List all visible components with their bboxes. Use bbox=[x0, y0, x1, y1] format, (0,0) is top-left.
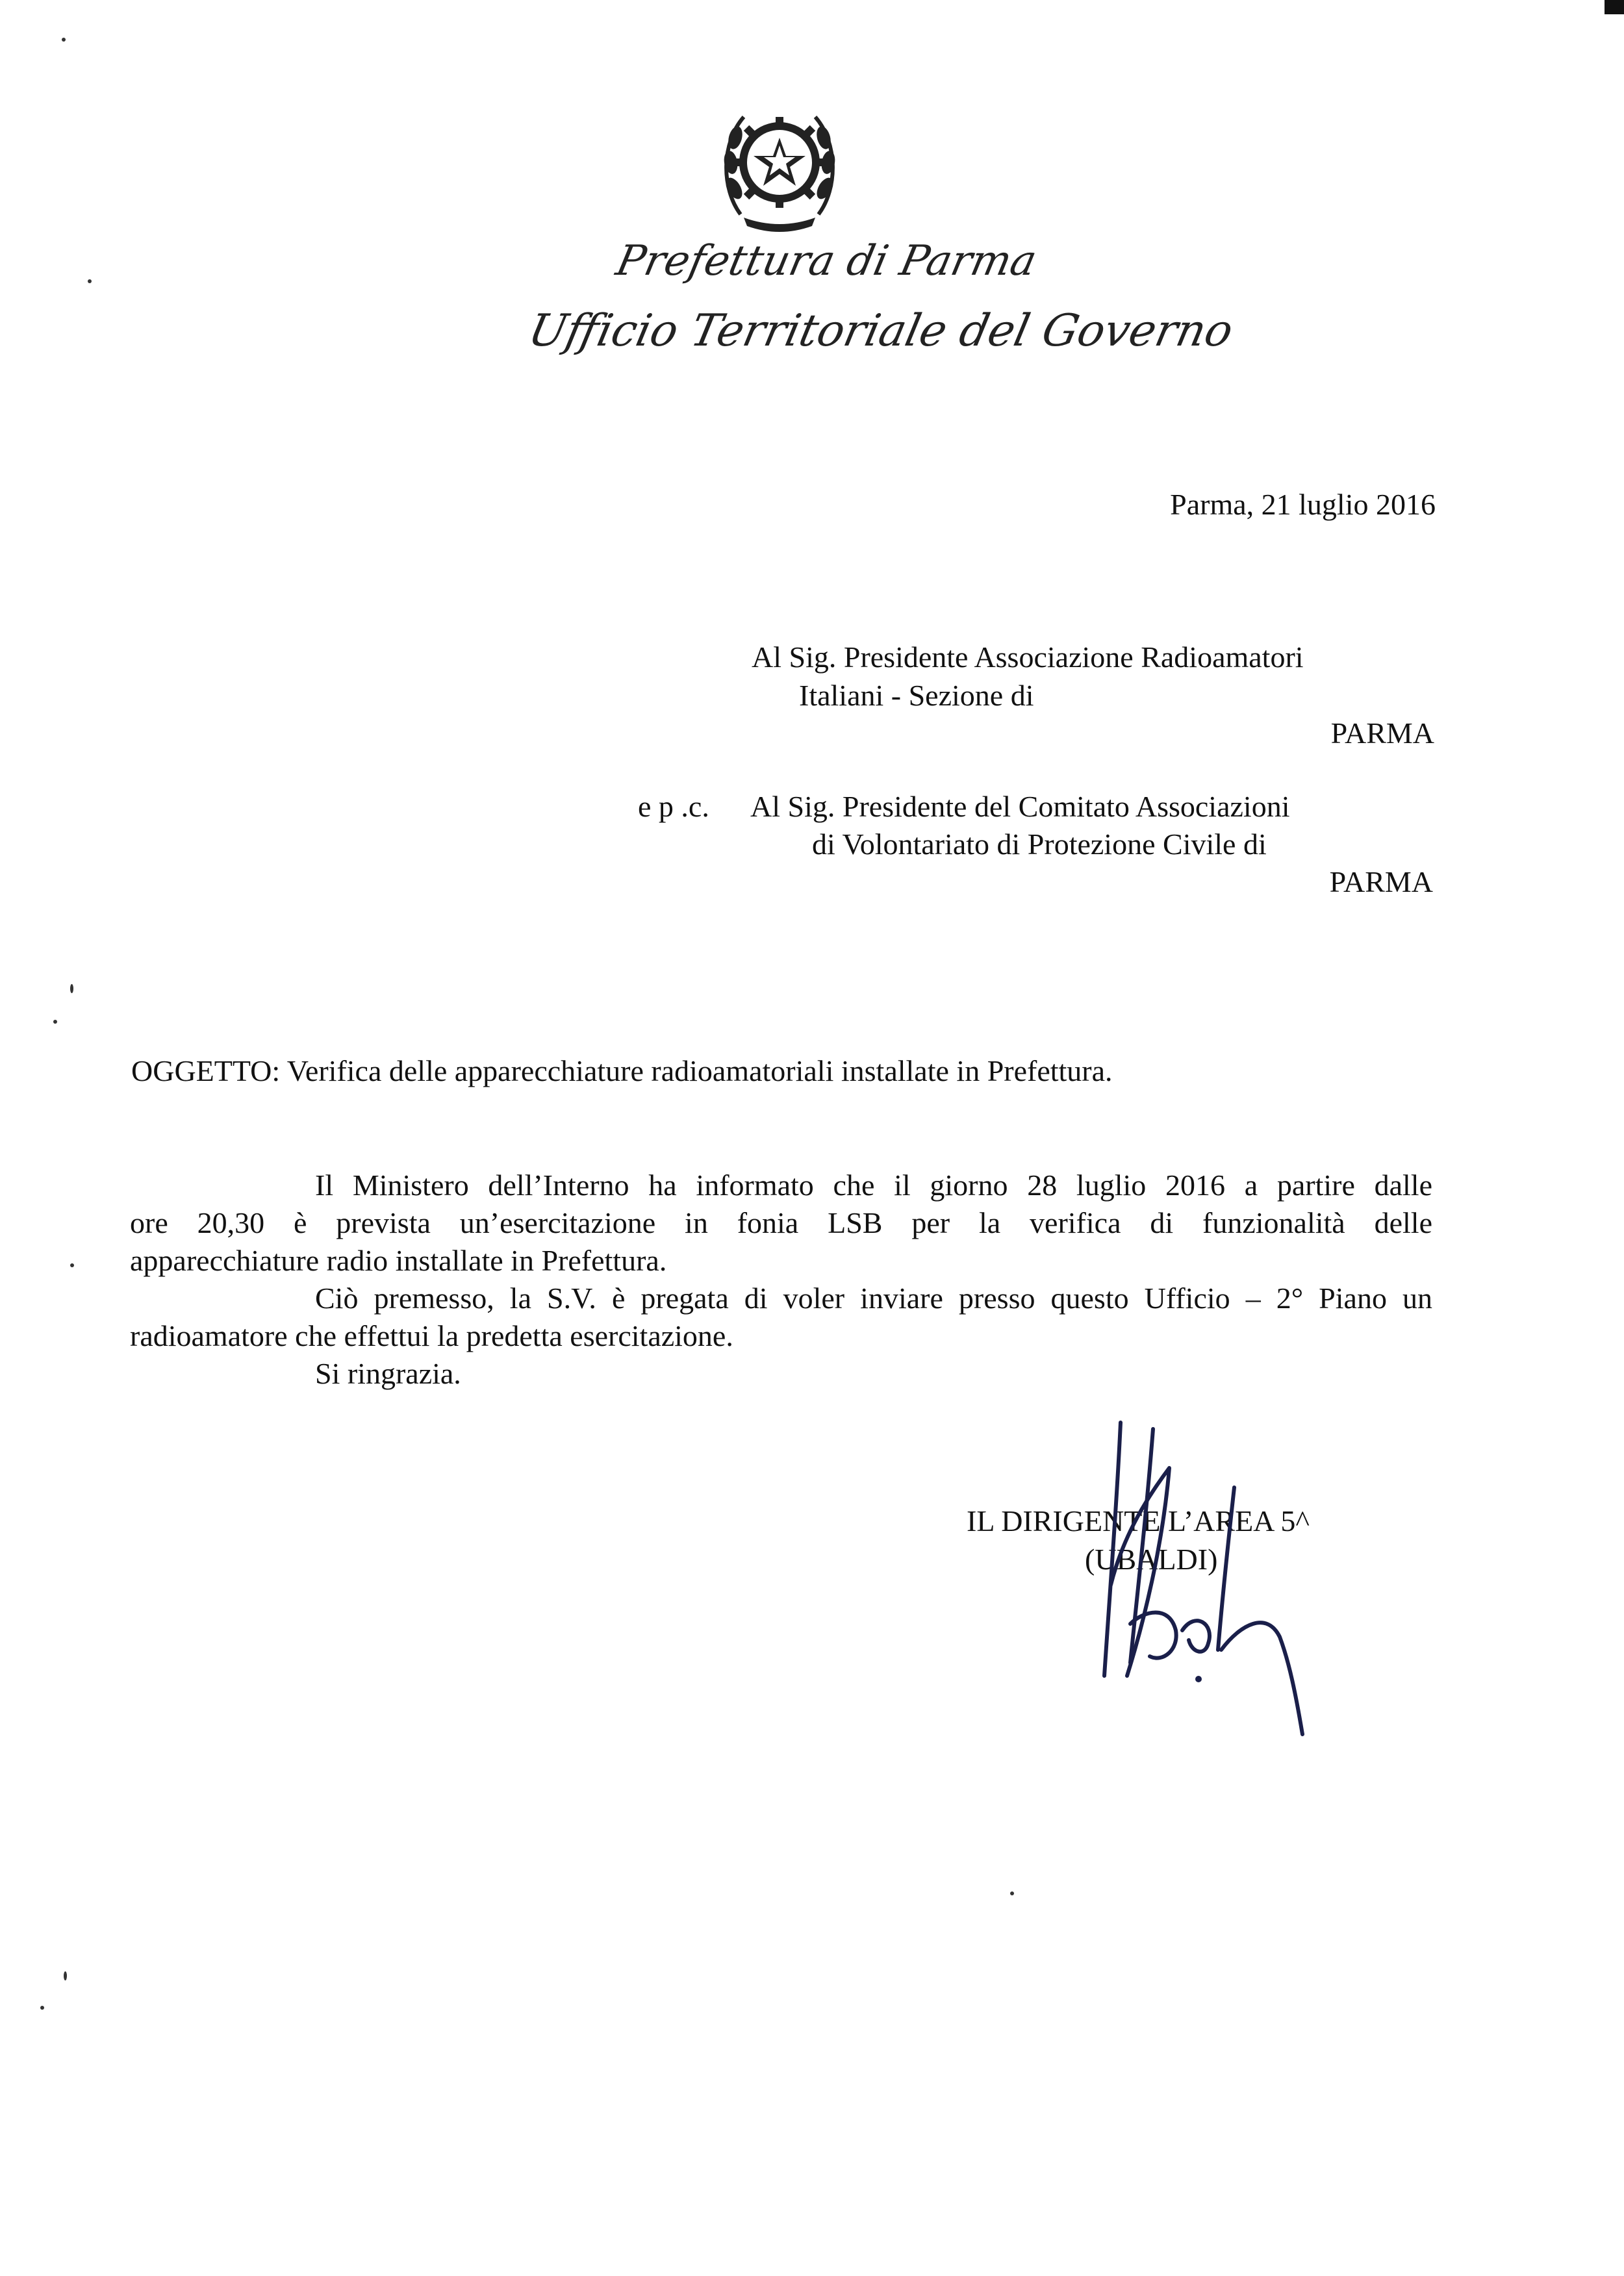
signatory-name: (UBALDI) bbox=[1085, 1543, 1218, 1576]
scan-speck bbox=[64, 1971, 67, 1980]
recipient-line-2: Italiani - Sezione di bbox=[799, 679, 1034, 712]
letterhead-office-subtitle: Ufficio Territoriale del Governo bbox=[524, 305, 1238, 357]
emblem-icon bbox=[715, 91, 844, 234]
scan-speck bbox=[1010, 1891, 1014, 1895]
subject-label: OGGETTO: bbox=[131, 1054, 281, 1087]
scan-speck bbox=[70, 984, 73, 993]
cc-line-2: di Volontariato di Protezione Civile di bbox=[812, 828, 1267, 861]
signatory-title: IL DIRIGENTE L’AREA 5^ bbox=[967, 1504, 1310, 1537]
recipient-line-1: Al Sig. Presidente Associazione Radioamatori bbox=[752, 640, 1304, 674]
body-line: apparecchiature radio installate in Prefettura. bbox=[130, 1244, 667, 1277]
body-line: ore 20,30 è prevista un’esercitazione in fonia LSB per la verifica di funzionalità delle bbox=[130, 1206, 1432, 1239]
cc-city: PARMA bbox=[1329, 865, 1433, 898]
subject-text: Verifica delle apparecchiature radioamatoriali installate in Prefettura. bbox=[286, 1054, 1113, 1087]
letter-date: Parma, 21 luglio 2016 bbox=[1170, 488, 1436, 521]
scan-speck bbox=[62, 38, 66, 42]
handwritten-signature-icon bbox=[1065, 1416, 1325, 1741]
scan-speck bbox=[88, 279, 92, 283]
cc-prefix: e p .c. bbox=[638, 790, 709, 823]
letterhead-office-name: Prefettura di Parma bbox=[612, 237, 1041, 285]
scan-speck bbox=[40, 2006, 44, 2010]
recipient-city: PARMA bbox=[1330, 716, 1434, 750]
subject bbox=[131, 1052, 1113, 1090]
body-line: Ciò premesso, la S.V. è pregata di voler inviare presso questo Ufficio – 2° Piano un bbox=[315, 1282, 1432, 1315]
body-paragraph-1 bbox=[130, 1167, 1432, 1280]
body-paragraph-2 bbox=[130, 1280, 1432, 1355]
scan-speck bbox=[70, 1263, 74, 1267]
scan-mark bbox=[1605, 0, 1624, 14]
cc-line-1: Al Sig. Presidente del Comitato Associazioni bbox=[750, 790, 1290, 823]
scan-speck bbox=[53, 1020, 57, 1024]
closing-thanks: Si ringrazia. bbox=[315, 1357, 461, 1390]
body-line: radioamatore che effettui la predetta esercitazione. bbox=[130, 1319, 733, 1352]
body-line: Il Ministero dell’Interno ha informato che il giorno 28 luglio 2016 a partire dalle bbox=[315, 1169, 1432, 1202]
